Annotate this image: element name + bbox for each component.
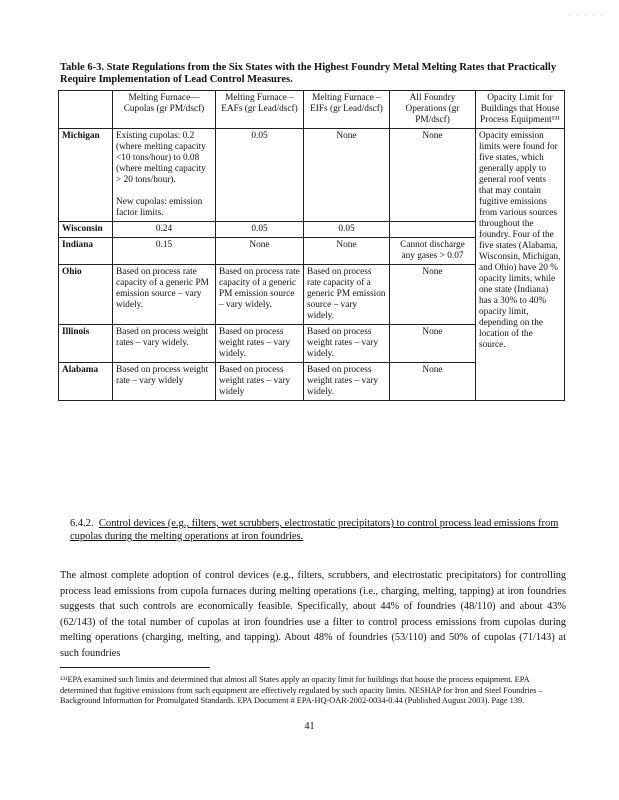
eafs-cell: Based on process rate capacity of a generic PM emission source – vary widely. <box>216 265 304 325</box>
header-opacity-limit: Opacity Limit for Buildings that House Process Equipment¹³¹ <box>476 91 565 129</box>
eafs-cell: Based on process weight rates – vary widely <box>216 363 304 401</box>
eafs-cell: Based on process weight rates – vary widely. <box>216 325 304 363</box>
table-caption: Table 6-3. State Regulations from the Six States with the Highest Foundry Metal Melting Rates that Practically Require Implementation of Lead Control Measures. <box>60 62 557 85</box>
section-heading <box>70 517 570 543</box>
state-cell: Michigan <box>59 129 113 222</box>
header-eafs: Melting Furnace – EAFs (gr Lead/dscf) <box>216 91 304 129</box>
cupolas-cell <box>113 129 216 222</box>
all-operations-cell: Cannot discharge any gases > 0.07 <box>390 238 476 265</box>
table-header-row <box>59 91 565 129</box>
cupolas-cell: Based on process weight rate – vary widely <box>113 363 216 401</box>
eifs-cell: 0.05 <box>304 222 390 238</box>
state-cell: Ohio <box>59 265 113 325</box>
page-number: 41 <box>304 721 315 732</box>
eifs-cell: None <box>304 238 390 265</box>
header-eifs: Melting Furnace – EIFs (gr Lead/dscf) <box>304 91 390 129</box>
cupolas-cell: Based on process weight rates – vary widely. <box>113 325 216 363</box>
header-all-operations: All Foundry Operations (gr PM/dscf) <box>390 91 476 129</box>
corner-mark: . . . . . <box>569 8 605 17</box>
section-number: 6.4.2. <box>70 518 94 529</box>
eifs-cell: Based on process weight rates – vary widely. <box>304 363 390 401</box>
header-cupolas: Melting Furnace—Cupolas (gr PM/dscf) <box>113 91 216 129</box>
footnote-divider <box>60 667 210 668</box>
cupolas-cell: Based on process rate capacity of a generic PM emission source – vary widely. <box>113 265 216 325</box>
eafs-cell: None <box>216 238 304 265</box>
footnote: ¹³¹EPA examined such limits and determined that almost all States apply an opacity limit for buildings that house the process equipment. EPA determined that fugitive emissions from such equipment are effectively regulated by such opacity limits. NESHAP for Iron and Steel Foundries – Background Information for Promulgated Standards. EPA Document # EPA-HQ-OAR-2002-0034-0.44 (Published August 2003). Page 139. <box>60 675 543 705</box>
all-operations-cell <box>390 222 476 238</box>
cupolas-cell: 0.15 <box>113 238 216 265</box>
eafs-cell: 0.05 <box>216 129 304 222</box>
all-operations-cell: None <box>390 265 476 325</box>
opacity-note-cell: Opacity emission limits were found for five states, which generally apply to general roof vents that may contain fugitive emissions from various sources throughout the foundry. Four of the five states (Alabama, Wisconsin, Michigan, and Ohio) have 20 % opacity limits, while one state (Indiana) has a 30% to 40% opacity limit, depending on the location of the source. <box>476 129 565 401</box>
eifs-cell: None <box>304 129 390 222</box>
eifs-cell: Based on process weight rates – vary widely. <box>304 325 390 363</box>
body-paragraph: The almost complete adoption of control devices (e.g., filters, scrubbers, and electrostatic precipitators) for controlling process lead emissions from cupola furnaces during melting operations (i.e., charging, melting, tapping) at iron foundries suggests that such controls are economically feasible. Specifically, about 44% of foundries (48/110) and about 43% (62/143) of the total number of cupolas at iron foundries use a filter to control process emissions from cupolas during melting operations (charging, melting, and tapping). About 48% of foundries (53/110) and 50% of cupolas (71/143) at such foundries <box>60 570 566 659</box>
all-operations-cell: None <box>390 363 476 401</box>
state-cell: Alabama <box>59 363 113 401</box>
state-cell: Wisconsin <box>59 222 113 238</box>
all-operations-cell: None <box>390 129 476 222</box>
cupolas-cell: 0.24 <box>113 222 216 238</box>
section-title: Control devices (e.g., filters, wet scrubbers, electrostatic precipitators) to control process lead emissions from cupolas during the melting operations at iron foundries. <box>70 518 559 542</box>
header-state <box>59 91 113 129</box>
cupolas-existing: Existing cupolas: 0.2 (where melting capacity <10 tons/hour) to 0.08 (where melting capacity > 20 tons/hour). <box>116 131 206 185</box>
table-row <box>59 129 565 222</box>
regulations-table <box>58 90 565 401</box>
all-operations-cell: None <box>390 325 476 363</box>
eafs-cell: 0.05 <box>216 222 304 238</box>
eifs-cell: Based on process rate capacity of a generic PM emission source – vary widely. <box>304 265 390 325</box>
state-cell: Indiana <box>59 238 113 265</box>
state-cell: Illinois <box>59 325 113 363</box>
cupolas-new: New cupolas: emission factor limits. <box>116 197 203 218</box>
